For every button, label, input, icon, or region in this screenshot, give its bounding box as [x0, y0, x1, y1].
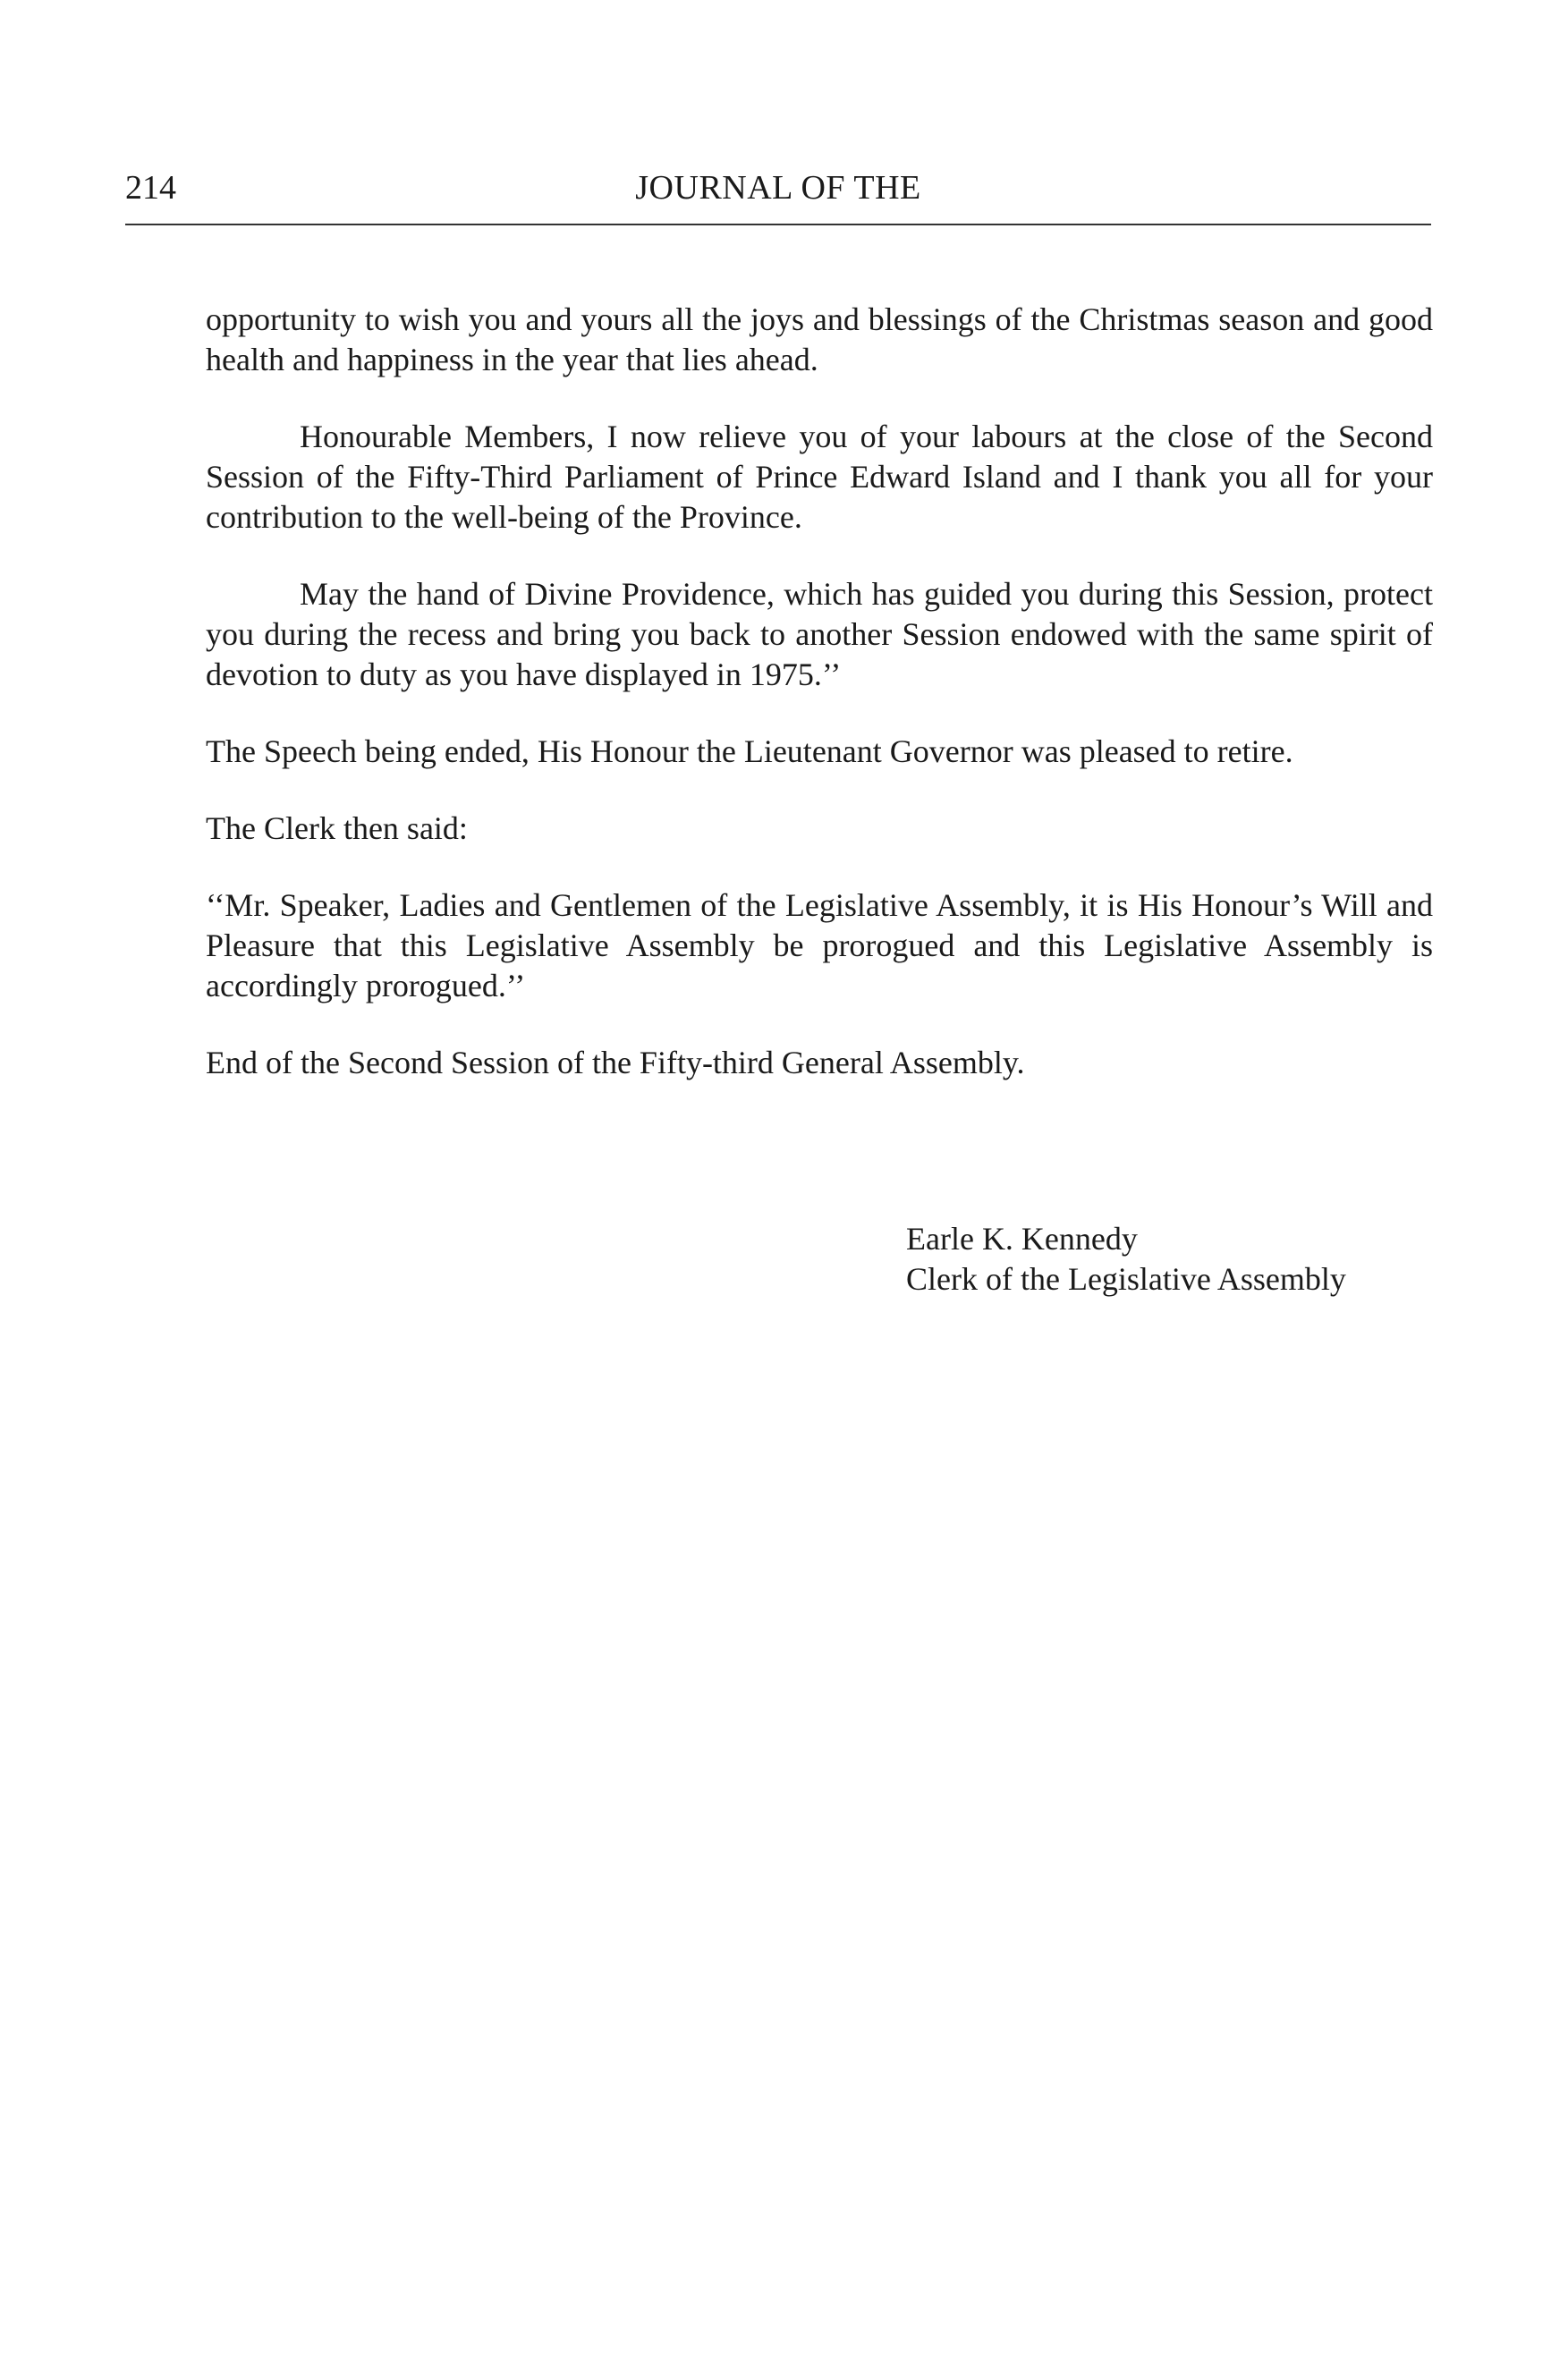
journal-body [206, 300, 1433, 1120]
paragraph-speech-ended: The Speech being ended, His Honour the Lieutenant Governor was pleased to retire. [206, 733, 1293, 769]
paragraph-continued-greeting: opportunity to wish you and yours all the joys and blessings of the Christmas season and good health and happiness in the year that lies ahead. [206, 301, 1433, 377]
running-head: JOURNAL OF THE [635, 169, 921, 207]
paragraph-end-of-session: End of the Second Session of the Fifty-third General Assembly. [206, 1045, 1025, 1080]
paragraph-relieve-members: Honourable Members, I now relieve you of your labours at the close of the Second Session of the Fifty-Third Parliament of Prince Edward Island and I thank you all for your contribution to the well-being of the Province. [206, 419, 1433, 535]
page-header [125, 165, 1431, 210]
signature-block [906, 1219, 1346, 1300]
header-rule [125, 224, 1431, 225]
signatory-name: Earle K. Kennedy [906, 1221, 1138, 1257]
paragraph-divine-providence: May the hand of Divine Providence, which has guided you during this Session, protect you during the recess and bring you back to another Session endowed with the same spirit of devotion to duty as you have displayed in 1975.’’ [206, 576, 1433, 692]
page-number: 214 [125, 169, 176, 207]
signatory-title: Clerk of the Legislative Assembly [906, 1261, 1346, 1297]
paragraph-clerk-said: The Clerk then said: [206, 810, 468, 846]
paragraph-prorogation: ‘‘Mr. Speaker, Ladies and Gentlemen of the Legislative Assembly, it is His Honour’s Will and Pleasure that this Legislative Assembly be prorogued and this Legislative Assembly is accordingly prorogued.’’ [206, 887, 1433, 1003]
